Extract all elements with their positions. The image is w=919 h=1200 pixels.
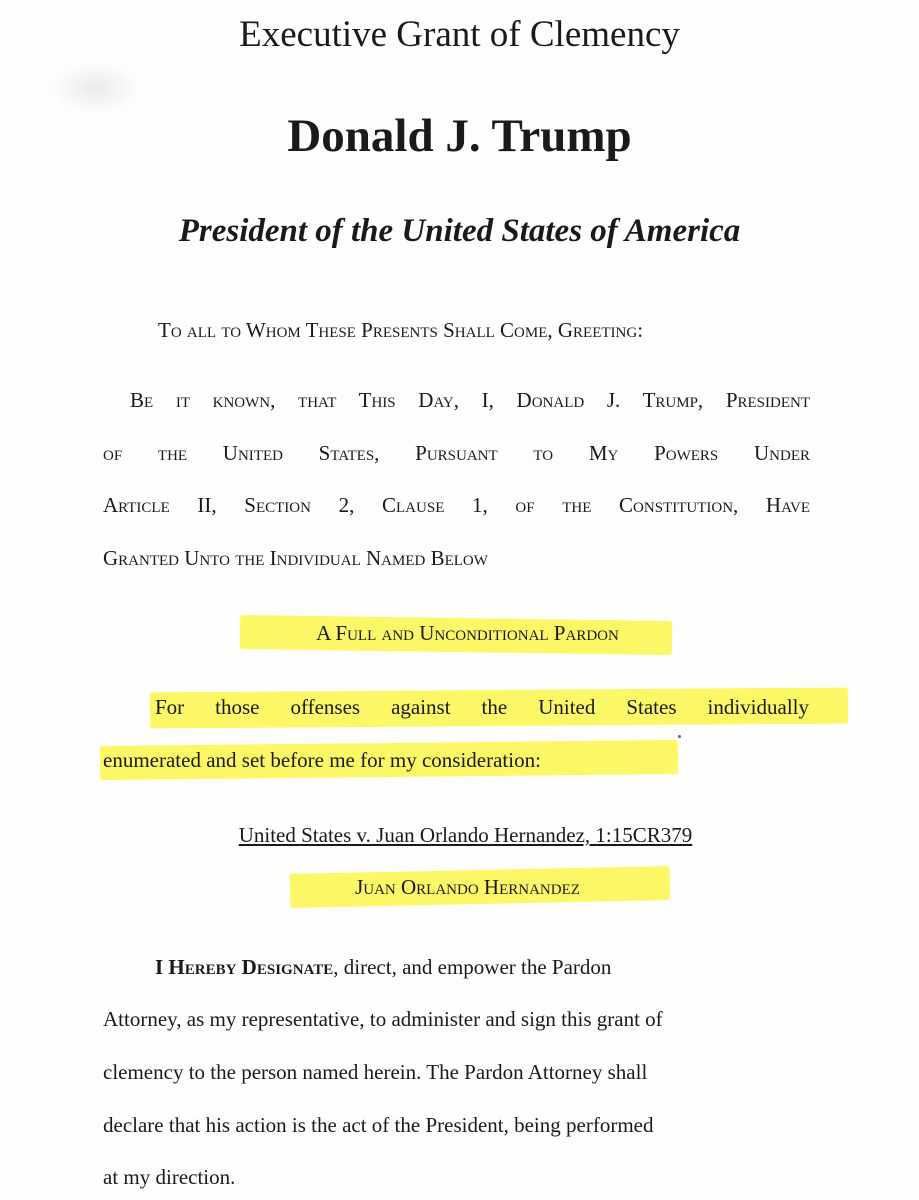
designation-line-2: Attorney, as my representative, to administer and sign this grant of xyxy=(103,1007,663,1031)
offenses-line-1: For those offenses against the United States individually xyxy=(155,695,809,719)
designation-line-1-rest: , direct, and empower the Pardon xyxy=(333,955,612,979)
proclamation-line-3: Article II, Section 2, Clause 1, of the Constitution, Have xyxy=(103,493,810,517)
designation-lead: I Hereby Designate xyxy=(155,955,334,979)
pardon-type-heading: A Full and Unconditional Pardon xyxy=(316,621,619,645)
proclamation-line-4: Granted Unto the Individual Named Below xyxy=(103,546,488,570)
offenses-line-2: enumerated and set before me for my consideration: xyxy=(103,748,541,772)
document-title: Executive Grant of Clemency xyxy=(239,14,680,55)
greeting-line: To all to Whom These Presents Shall Come, Greeting: xyxy=(158,318,644,342)
designation-line-5: at my direction. xyxy=(103,1165,236,1189)
proclamation-line-1: Be it known, that This Day, I, Donald J. Trump, President xyxy=(130,388,810,412)
designation-line-1 xyxy=(155,952,611,982)
grantor-office: President of the United States of America xyxy=(178,213,741,249)
case-caption: United States v. Juan Orlando Hernandez, 1:15CR379 xyxy=(238,823,693,847)
grantor-name: Donald J. Trump xyxy=(287,110,632,162)
designation-line-3: clemency to the person named herein. The Pardon Attorney shall xyxy=(103,1060,648,1084)
designation-line-4: declare that his action is the act of the President, being performed xyxy=(103,1113,654,1137)
scan-smudge xyxy=(50,62,140,114)
scan-speck xyxy=(678,735,681,738)
proclamation-line-2: of the United States, Pursuant to My Powers Under xyxy=(103,441,810,465)
recipient-name: Juan Orlando Hernandez xyxy=(355,875,580,899)
